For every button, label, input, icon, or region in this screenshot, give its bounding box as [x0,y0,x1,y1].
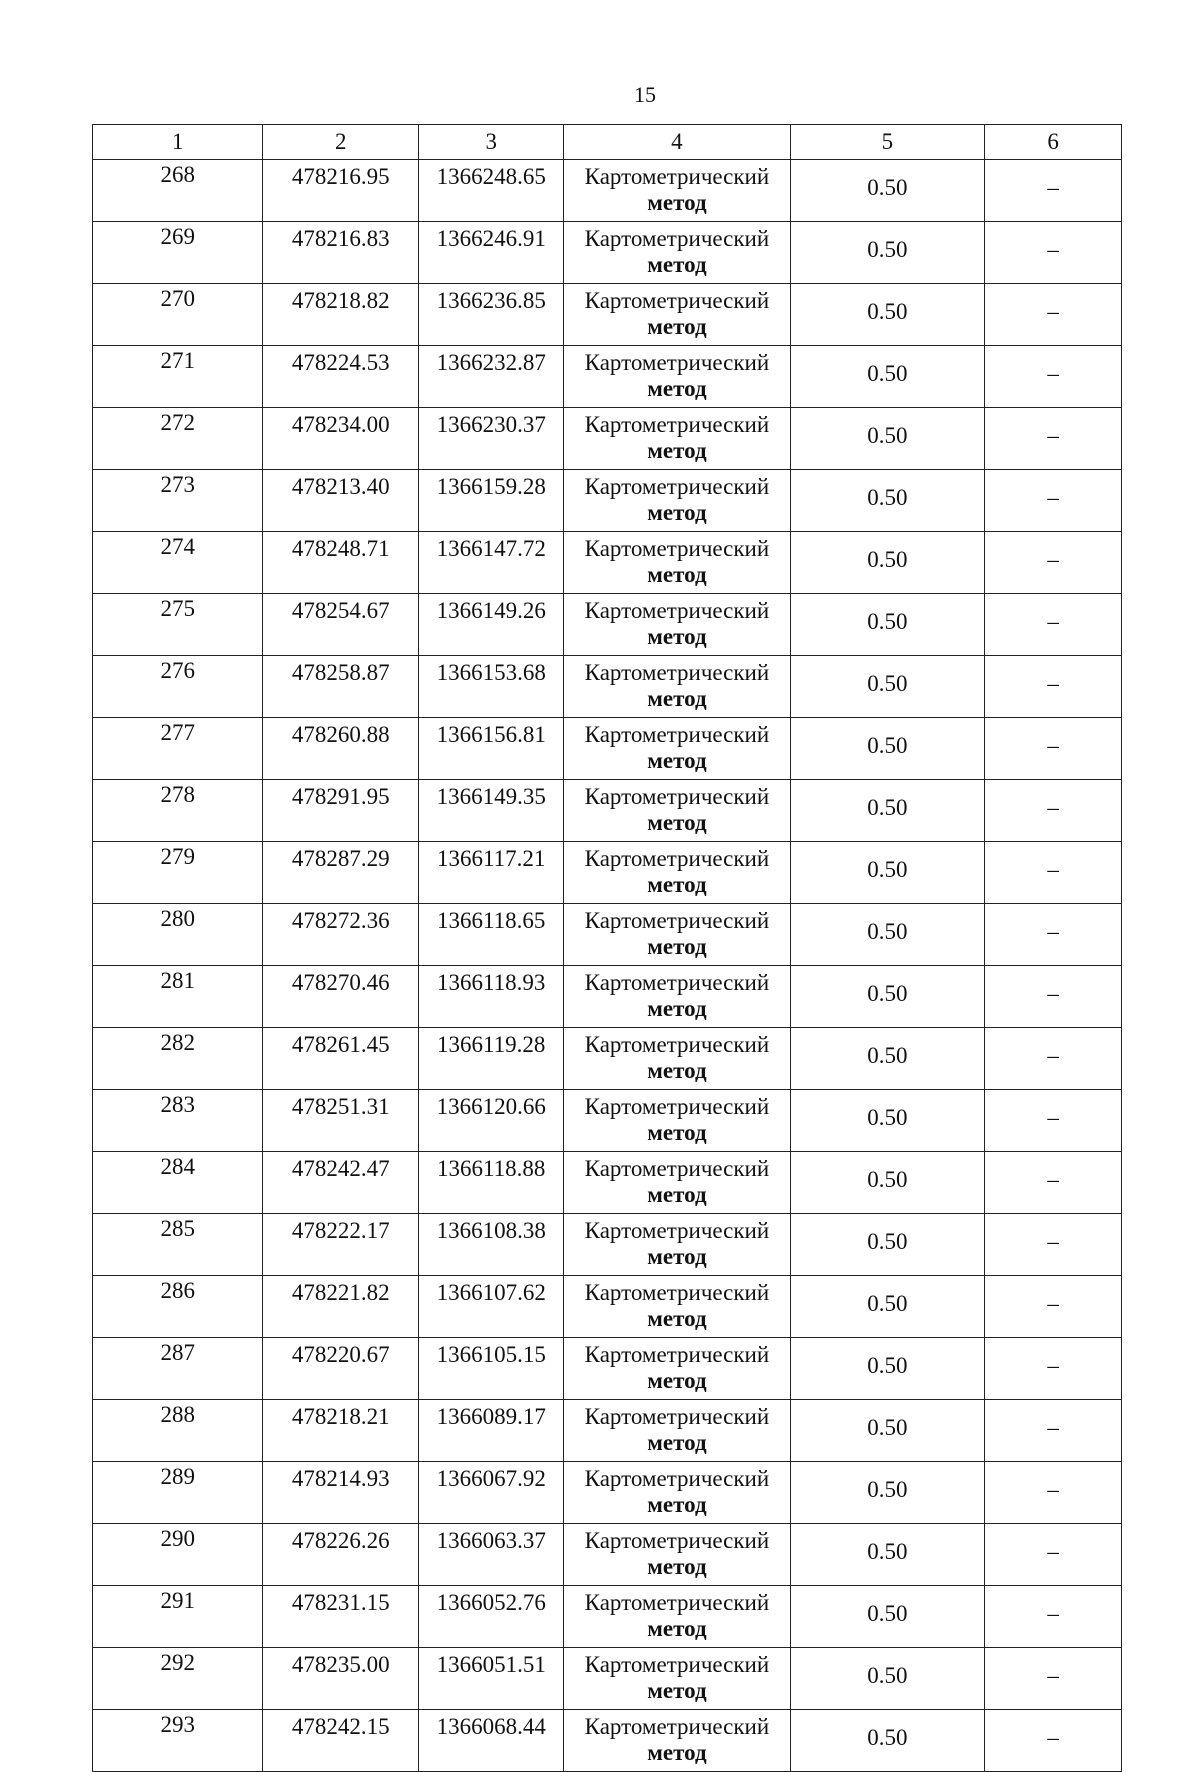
point-number-cell: 270 [93,284,263,346]
point-number-cell: 268 [93,160,263,222]
description-cell: – [985,904,1122,966]
y-coordinate-cell: 1366068.44 [419,1710,564,1772]
method-cell [564,532,790,594]
method-name: Картометрический [584,474,770,499]
method-word: метод [647,748,707,773]
accuracy-cell: 0.50 [790,160,985,222]
accuracy-cell: 0.50 [790,594,985,656]
accuracy-cell: 0.50 [790,1400,985,1462]
column-header: 5 [790,125,985,160]
description-cell: – [985,1462,1122,1524]
method-cell [564,904,790,966]
method-word: метод [647,1678,707,1703]
method-cell [564,222,790,284]
point-number-cell: 275 [93,594,263,656]
coordinates-table [92,124,1122,1772]
x-coordinate-cell: 478231.15 [263,1586,419,1648]
method-cell [564,1524,790,1586]
table-row [93,966,1122,1028]
method-word: метод [647,934,707,959]
table-row [93,1462,1122,1524]
description-cell: – [985,470,1122,532]
point-number-cell: 287 [93,1338,263,1400]
y-coordinate-cell: 1366120.66 [419,1090,564,1152]
method-name: Картометрический [584,536,770,561]
x-coordinate-cell: 478242.15 [263,1710,419,1772]
description-cell: – [985,1710,1122,1772]
accuracy-cell: 0.50 [790,780,985,842]
method-cell [564,1400,790,1462]
method-name: Картометрический [584,1590,770,1615]
method-cell [564,780,790,842]
table-row [93,222,1122,284]
y-coordinate-cell: 1366067.92 [419,1462,564,1524]
table-row [93,1152,1122,1214]
accuracy-cell: 0.50 [790,842,985,904]
method-cell [564,718,790,780]
method-cell [564,1090,790,1152]
y-coordinate-cell: 1366108.38 [419,1214,564,1276]
description-cell: – [985,656,1122,718]
table-header-row [93,125,1122,160]
method-word: метод [647,1554,707,1579]
table-body [93,160,1122,1772]
method-word: метод [647,624,707,649]
x-coordinate-cell: 478214.93 [263,1462,419,1524]
accuracy-cell: 0.50 [790,1276,985,1338]
description-cell: – [985,160,1122,222]
y-coordinate-cell: 1366118.88 [419,1152,564,1214]
method-cell [564,1276,790,1338]
method-cell [564,842,790,904]
description-cell: – [985,966,1122,1028]
method-name: Картометрический [584,722,770,747]
method-word: метод [647,500,707,525]
method-name: Картометрический [584,1466,770,1491]
x-coordinate-cell: 478220.67 [263,1338,419,1400]
point-number-cell: 285 [93,1214,263,1276]
method-word: метод [647,1492,707,1517]
method-name: Картометрический [584,1156,770,1181]
point-number-cell: 280 [93,904,263,966]
point-number-cell: 274 [93,532,263,594]
description-cell: – [985,1648,1122,1710]
x-coordinate-cell: 478221.82 [263,1276,419,1338]
table-row [93,532,1122,594]
method-word: метод [647,1120,707,1145]
method-name: Картометрический [584,1528,770,1553]
column-header: 4 [564,125,790,160]
page-number: 15 [634,82,656,107]
table-row [93,1214,1122,1276]
method-name: Картометрический [584,412,770,437]
method-word: метод [647,810,707,835]
y-coordinate-cell: 1366063.37 [419,1524,564,1586]
x-coordinate-cell: 478224.53 [263,346,419,408]
method-name: Картометрический [584,908,770,933]
table-row [93,594,1122,656]
x-coordinate-cell: 478272.36 [263,904,419,966]
x-coordinate-cell: 478235.00 [263,1648,419,1710]
method-word: метод [647,1368,707,1393]
accuracy-cell: 0.50 [790,1710,985,1772]
method-word: метод [647,1306,707,1331]
method-cell [564,408,790,470]
method-name: Картометрический [584,970,770,995]
y-coordinate-cell: 1366147.72 [419,532,564,594]
method-cell [564,1648,790,1710]
y-coordinate-cell: 1366119.28 [419,1028,564,1090]
point-number-cell: 290 [93,1524,263,1586]
x-coordinate-cell: 478234.00 [263,408,419,470]
method-name: Картометрический [584,846,770,871]
x-coordinate-cell: 478216.83 [263,222,419,284]
x-coordinate-cell: 478218.21 [263,1400,419,1462]
method-name: Картометрический [584,288,770,313]
point-number-cell: 272 [93,408,263,470]
accuracy-cell: 0.50 [790,1152,985,1214]
method-cell [564,594,790,656]
method-word: метод [647,1430,707,1455]
y-coordinate-cell: 1366105.15 [419,1338,564,1400]
method-name: Картометрический [584,1404,770,1429]
description-cell: – [985,1152,1122,1214]
y-coordinate-cell: 1366248.65 [419,160,564,222]
method-name: Картометрический [584,1714,770,1739]
method-word: метод [647,996,707,1021]
method-word: метод [647,376,707,401]
point-number-cell: 282 [93,1028,263,1090]
y-coordinate-cell: 1366149.35 [419,780,564,842]
accuracy-cell: 0.50 [790,222,985,284]
x-coordinate-cell: 478222.17 [263,1214,419,1276]
y-coordinate-cell: 1366153.68 [419,656,564,718]
accuracy-cell: 0.50 [790,1338,985,1400]
method-word: метод [647,1058,707,1083]
y-coordinate-cell: 1366159.28 [419,470,564,532]
point-number-cell: 271 [93,346,263,408]
x-coordinate-cell: 478251.31 [263,1090,419,1152]
table-row [93,1524,1122,1586]
accuracy-cell: 0.50 [790,1028,985,1090]
x-coordinate-cell: 478260.88 [263,718,419,780]
accuracy-cell: 0.50 [790,470,985,532]
table-row [93,842,1122,904]
y-coordinate-cell: 1366118.65 [419,904,564,966]
column-header: 3 [419,125,564,160]
description-cell: – [985,594,1122,656]
accuracy-cell: 0.50 [790,1214,985,1276]
method-name: Картометрический [584,784,770,809]
method-name: Картометрический [584,1342,770,1367]
point-number-cell: 281 [93,966,263,1028]
table-row [93,284,1122,346]
accuracy-cell: 0.50 [790,718,985,780]
y-coordinate-cell: 1366107.62 [419,1276,564,1338]
description-cell: – [985,780,1122,842]
description-cell: – [985,1276,1122,1338]
method-word: метод [647,562,707,587]
method-name: Картометрический [584,164,770,189]
table-row [93,904,1122,966]
method-cell [564,1152,790,1214]
description-cell: – [985,532,1122,594]
method-word: метод [647,1740,707,1765]
x-coordinate-cell: 478258.87 [263,656,419,718]
point-number-cell: 269 [93,222,263,284]
accuracy-cell: 0.50 [790,966,985,1028]
accuracy-cell: 0.50 [790,284,985,346]
method-cell [564,1028,790,1090]
description-cell: – [985,718,1122,780]
y-coordinate-cell: 1366230.37 [419,408,564,470]
point-number-cell: 289 [93,1462,263,1524]
method-name: Картометрический [584,350,770,375]
method-word: метод [647,1244,707,1269]
y-coordinate-cell: 1366149.26 [419,594,564,656]
description-cell: – [985,1524,1122,1586]
accuracy-cell: 0.50 [790,1462,985,1524]
method-cell [564,1338,790,1400]
method-cell [564,1710,790,1772]
y-coordinate-cell: 1366236.85 [419,284,564,346]
method-cell [564,656,790,718]
accuracy-cell: 0.50 [790,656,985,718]
table-row [93,1276,1122,1338]
method-name: Картометрический [584,226,770,251]
column-header: 6 [985,125,1122,160]
column-header: 1 [93,125,263,160]
table-row [93,718,1122,780]
point-number-cell: 288 [93,1400,263,1462]
method-name: Картометрический [584,1280,770,1305]
table-row [93,408,1122,470]
table-row [93,780,1122,842]
x-coordinate-cell: 478291.95 [263,780,419,842]
x-coordinate-cell: 478226.26 [263,1524,419,1586]
y-coordinate-cell: 1366051.51 [419,1648,564,1710]
description-cell: – [985,1586,1122,1648]
method-name: Картометрический [584,1218,770,1243]
point-number-cell: 291 [93,1586,263,1648]
y-coordinate-cell: 1366156.81 [419,718,564,780]
point-number-cell: 284 [93,1152,263,1214]
accuracy-cell: 0.50 [790,1648,985,1710]
table-row [93,1648,1122,1710]
method-word: метод [647,438,707,463]
y-coordinate-cell: 1366246.91 [419,222,564,284]
method-name: Картометрический [584,1094,770,1119]
x-coordinate-cell: 478254.67 [263,594,419,656]
table-row [93,1710,1122,1772]
x-coordinate-cell: 478216.95 [263,160,419,222]
table-row [93,1400,1122,1462]
point-number-cell: 286 [93,1276,263,1338]
x-coordinate-cell: 478248.71 [263,532,419,594]
method-name: Картометрический [584,1032,770,1057]
x-coordinate-cell: 478218.82 [263,284,419,346]
method-cell [564,966,790,1028]
table-row [93,1028,1122,1090]
method-cell [564,284,790,346]
x-coordinate-cell: 478287.29 [263,842,419,904]
accuracy-cell: 0.50 [790,1586,985,1648]
method-cell [564,1586,790,1648]
method-cell [564,470,790,532]
y-coordinate-cell: 1366052.76 [419,1586,564,1648]
method-word: метод [647,1182,707,1207]
method-word: метод [647,872,707,897]
y-coordinate-cell: 1366232.87 [419,346,564,408]
description-cell: – [985,1338,1122,1400]
accuracy-cell: 0.50 [790,1524,985,1586]
y-coordinate-cell: 1366117.21 [419,842,564,904]
accuracy-cell: 0.50 [790,408,985,470]
column-header: 2 [263,125,419,160]
x-coordinate-cell: 478270.46 [263,966,419,1028]
point-number-cell: 293 [93,1710,263,1772]
method-word: метод [647,314,707,339]
method-cell [564,1214,790,1276]
description-cell: – [985,1400,1122,1462]
table-row [93,1586,1122,1648]
table-row [93,656,1122,718]
method-cell [564,160,790,222]
method-word: метод [647,686,707,711]
y-coordinate-cell: 1366118.93 [419,966,564,1028]
table-row [93,470,1122,532]
method-word: метод [647,190,707,215]
y-coordinate-cell: 1366089.17 [419,1400,564,1462]
accuracy-cell: 0.50 [790,532,985,594]
method-name: Картометрический [584,1652,770,1677]
point-number-cell: 283 [93,1090,263,1152]
description-cell: – [985,1214,1122,1276]
table-row [93,1338,1122,1400]
description-cell: – [985,346,1122,408]
point-number-cell: 277 [93,718,263,780]
point-number-cell: 276 [93,656,263,718]
description-cell: – [985,1028,1122,1090]
accuracy-cell: 0.50 [790,904,985,966]
method-name: Картометрический [584,598,770,623]
method-word: метод [647,252,707,277]
method-name: Картометрический [584,660,770,685]
description-cell: – [985,1090,1122,1152]
description-cell: – [985,842,1122,904]
method-word: метод [647,1616,707,1641]
x-coordinate-cell: 478242.47 [263,1152,419,1214]
description-cell: – [985,408,1122,470]
description-cell: – [985,222,1122,284]
point-number-cell: 273 [93,470,263,532]
point-number-cell: 279 [93,842,263,904]
description-cell: – [985,284,1122,346]
x-coordinate-cell: 478261.45 [263,1028,419,1090]
table-row [93,160,1122,222]
accuracy-cell: 0.50 [790,346,985,408]
method-cell [564,346,790,408]
x-coordinate-cell: 478213.40 [263,470,419,532]
table-row [93,1090,1122,1152]
method-cell [564,1462,790,1524]
accuracy-cell: 0.50 [790,1090,985,1152]
point-number-cell: 292 [93,1648,263,1710]
point-number-cell: 278 [93,780,263,842]
table-row [93,346,1122,408]
